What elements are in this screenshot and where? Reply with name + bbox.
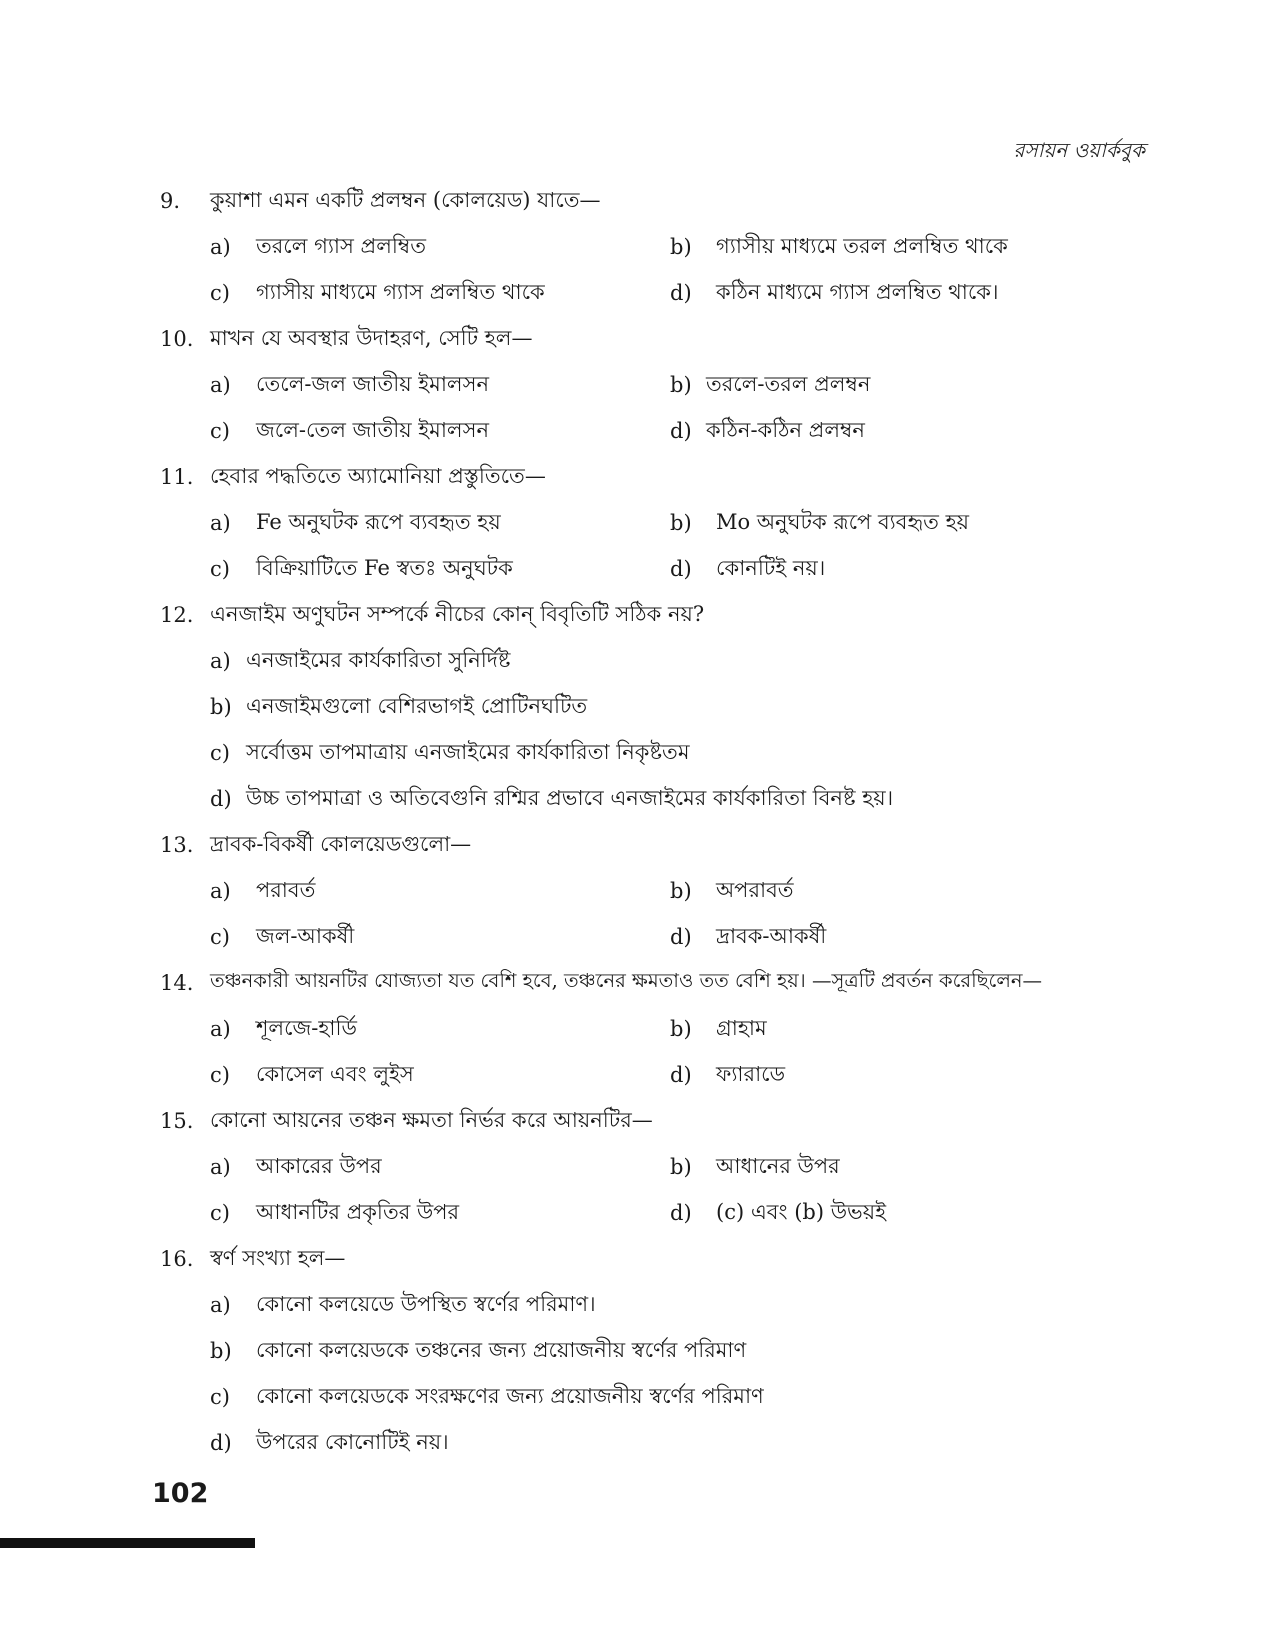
question-9 [160, 178, 1160, 316]
option-c [210, 1196, 670, 1231]
option-c [210, 552, 670, 587]
option-text: Fe অনুঘটক রূপে ব্যবহৃত হয় [256, 509, 501, 534]
option-text: কোনো কলয়েডকে সংরক্ষণের জন্য প্রয়োজনীয় স্বর্ণের পরিমাণ [256, 1383, 764, 1408]
option-c [210, 920, 670, 955]
option-c [210, 736, 1110, 771]
option-label: b) [670, 879, 692, 903]
option-label: d) [210, 1431, 232, 1455]
running-header: রসায়ন ওয়ার্কবুক [1013, 138, 1145, 162]
option-a [210, 230, 670, 265]
question-12 [160, 592, 1160, 822]
option-label: a) [210, 1293, 231, 1317]
option-d [670, 276, 1130, 311]
question-14 [160, 960, 1160, 1098]
question-number: 12. [160, 603, 194, 627]
question-number: 13. [160, 833, 194, 857]
question-number: 9. [160, 189, 181, 213]
option-label: d) [210, 787, 232, 811]
option-text: তরলে গ্যাস প্রলম্বিত [256, 233, 427, 258]
option-label: b) [210, 1339, 232, 1363]
option-text: কঠিন মাধ্যমে গ্যাস প্রলম্বিত থাকে। [716, 279, 999, 304]
option-text: দ্রাবক-আকর্ষী [716, 923, 827, 948]
option-label: c) [210, 557, 230, 581]
option-d [210, 782, 1110, 817]
option-b [670, 368, 1130, 403]
option-text: গ্রাহাম [716, 1015, 767, 1040]
option-d [670, 1196, 1130, 1231]
option-label: d) [670, 925, 692, 949]
option-b [670, 874, 1130, 909]
option-label: b) [210, 695, 232, 719]
option-label: a) [210, 649, 231, 673]
option-text: কোনো কলয়েডকে তঞ্চনের জন্য প্রয়োজনীয় স্বর্ণের পরিমাণ [256, 1337, 747, 1362]
option-text: জল-আকর্ষী [256, 923, 355, 948]
option-a [210, 1288, 1110, 1323]
option-label: c) [210, 1385, 230, 1409]
option-d [670, 920, 1130, 955]
option-a [210, 368, 670, 403]
question-11 [160, 454, 1160, 592]
option-text: তরলে-তরল প্রলম্বন [706, 371, 871, 396]
question-16 [160, 1236, 1160, 1466]
option-a [210, 1012, 670, 1047]
question-number: 10. [160, 327, 194, 351]
option-text: এনজাইমগুলো বেশিরভাগই প্রোটিনঘটিত [246, 693, 588, 718]
option-d [670, 1058, 1130, 1093]
question-number: 16. [160, 1247, 194, 1271]
option-label: c) [210, 925, 230, 949]
option-text: বিক্রিয়াটিতে Fe স্বতঃ অনুঘটক [256, 555, 513, 580]
option-text: (c) এবং (b) উভয়ই [716, 1199, 887, 1224]
question-text: কোনো আয়নের তঞ্চন ক্ষমতা নির্ভর করে আয়নটির— [210, 1107, 653, 1132]
option-text: Mo অনুঘটক রূপে ব্যবহৃত হয় [716, 509, 969, 534]
question-text: তঞ্চনকারী আয়নটির যোজ্যতা যত বেশি হবে, তঞ্চনের ক্ষমতাও তত বেশি হয়। —সূত্রটি প্রবর্তন করেছিলেন— [210, 969, 1043, 992]
option-b [210, 1334, 1110, 1369]
option-label: d) [670, 1063, 692, 1087]
option-d [670, 414, 1130, 449]
option-label: d) [670, 281, 692, 305]
option-text: শূলজে-হার্ডি [256, 1015, 357, 1040]
option-a [210, 644, 1110, 679]
option-text: গ্যাসীয় মাধ্যমে তরল প্রলম্বিত থাকে [716, 233, 1008, 258]
option-d [210, 1426, 1110, 1461]
question-number: 15. [160, 1109, 194, 1133]
question-text: কুয়াশা এমন একটি প্রলম্বন (কোলয়েড) যাতে— [210, 187, 601, 212]
option-text: তেলে-জল জাতীয় ইমালসন [256, 371, 489, 396]
option-label: a) [210, 879, 231, 903]
option-c [210, 276, 670, 311]
question-text: এনজাইম অণুঘটন সম্পর্কে নীচের কোন্ বিবৃতিটি সঠিক নয়? [210, 601, 705, 626]
option-label: b) [670, 235, 692, 259]
option-d [670, 552, 1130, 587]
option-label: a) [210, 511, 231, 535]
question-text: দ্রাবক-বিকর্ষী কোলয়েডগুলো— [210, 831, 472, 856]
question-list [160, 178, 1160, 1466]
option-b [670, 506, 1130, 541]
option-text: উচ্চ তাপমাত্রা ও অতিবেগুনি রশ্মির প্রভাবে এনজাইমের কার্যকারিতা বিনষ্ট হয়। [246, 785, 894, 810]
option-label: c) [210, 1063, 230, 1087]
page-number: 102 [152, 1478, 209, 1509]
option-c [210, 1058, 670, 1093]
option-text: এনজাইমের কার্যকারিতা সুনির্দিষ্ট [246, 647, 511, 672]
option-text: গ্যাসীয় মাধ্যমে গ্যাস প্রলম্বিত থাকে [256, 279, 545, 304]
option-text: কোনো কলয়েডে উপস্থিত স্বর্ণের পরিমাণ। [256, 1291, 596, 1316]
option-text: ফ্যারাডে [716, 1061, 786, 1086]
option-b [670, 1150, 1130, 1185]
option-a [210, 506, 670, 541]
option-label: d) [670, 419, 692, 443]
option-label: b) [670, 1017, 692, 1041]
option-label: b) [670, 1155, 692, 1179]
option-label: a) [210, 235, 231, 259]
question-15 [160, 1098, 1160, 1236]
option-text: আকারের উপর [256, 1153, 382, 1178]
question-text: হেবার পদ্ধতিতে অ্যামোনিয়া প্রস্তুতিতে— [210, 463, 546, 488]
option-text: জলে-তেল জাতীয় ইমালসন [256, 417, 489, 442]
question-number: 11. [160, 465, 194, 489]
question-text: স্বর্ণ সংখ্যা হল— [210, 1245, 346, 1270]
option-label: d) [670, 1201, 692, 1225]
option-a [210, 874, 670, 909]
footer-bar [0, 1538, 255, 1548]
option-label: c) [210, 741, 230, 765]
option-label: a) [210, 373, 231, 397]
option-label: b) [670, 511, 692, 535]
option-label: c) [210, 419, 230, 443]
option-label: d) [670, 557, 692, 581]
question-number: 14. [160, 971, 194, 995]
option-c [210, 1380, 1110, 1415]
option-label: a) [210, 1017, 231, 1041]
option-text: উপরের কোনোটিই নয়। [256, 1429, 449, 1454]
option-text: সর্বোত্তম তাপমাত্রায় এনজাইমের কার্যকারিতা নিকৃষ্টতম [246, 739, 690, 764]
option-label: c) [210, 1201, 230, 1225]
option-label: a) [210, 1155, 231, 1179]
question-text: মাখন যে অবস্থার উদাহরণ, সেটি হল— [210, 325, 533, 350]
option-label: c) [210, 281, 230, 305]
option-text: আধানের উপর [716, 1153, 840, 1178]
question-10 [160, 316, 1160, 454]
option-b [210, 690, 1110, 725]
option-b [670, 1012, 1130, 1047]
option-a [210, 1150, 670, 1185]
option-text: কঠিন-কঠিন প্রলম্বন [706, 417, 865, 442]
option-label: b) [670, 373, 692, 397]
option-b [670, 230, 1130, 265]
option-c [210, 414, 670, 449]
option-text: কোনটিই নয়। [716, 555, 826, 580]
option-text: আধানটির প্রকৃতির উপর [256, 1199, 460, 1224]
question-13 [160, 822, 1160, 960]
option-text: কোসেল এবং লুইস [256, 1061, 414, 1086]
option-text: পরাবর্ত [256, 877, 316, 902]
option-text: অপরাবর্ত [716, 877, 794, 902]
